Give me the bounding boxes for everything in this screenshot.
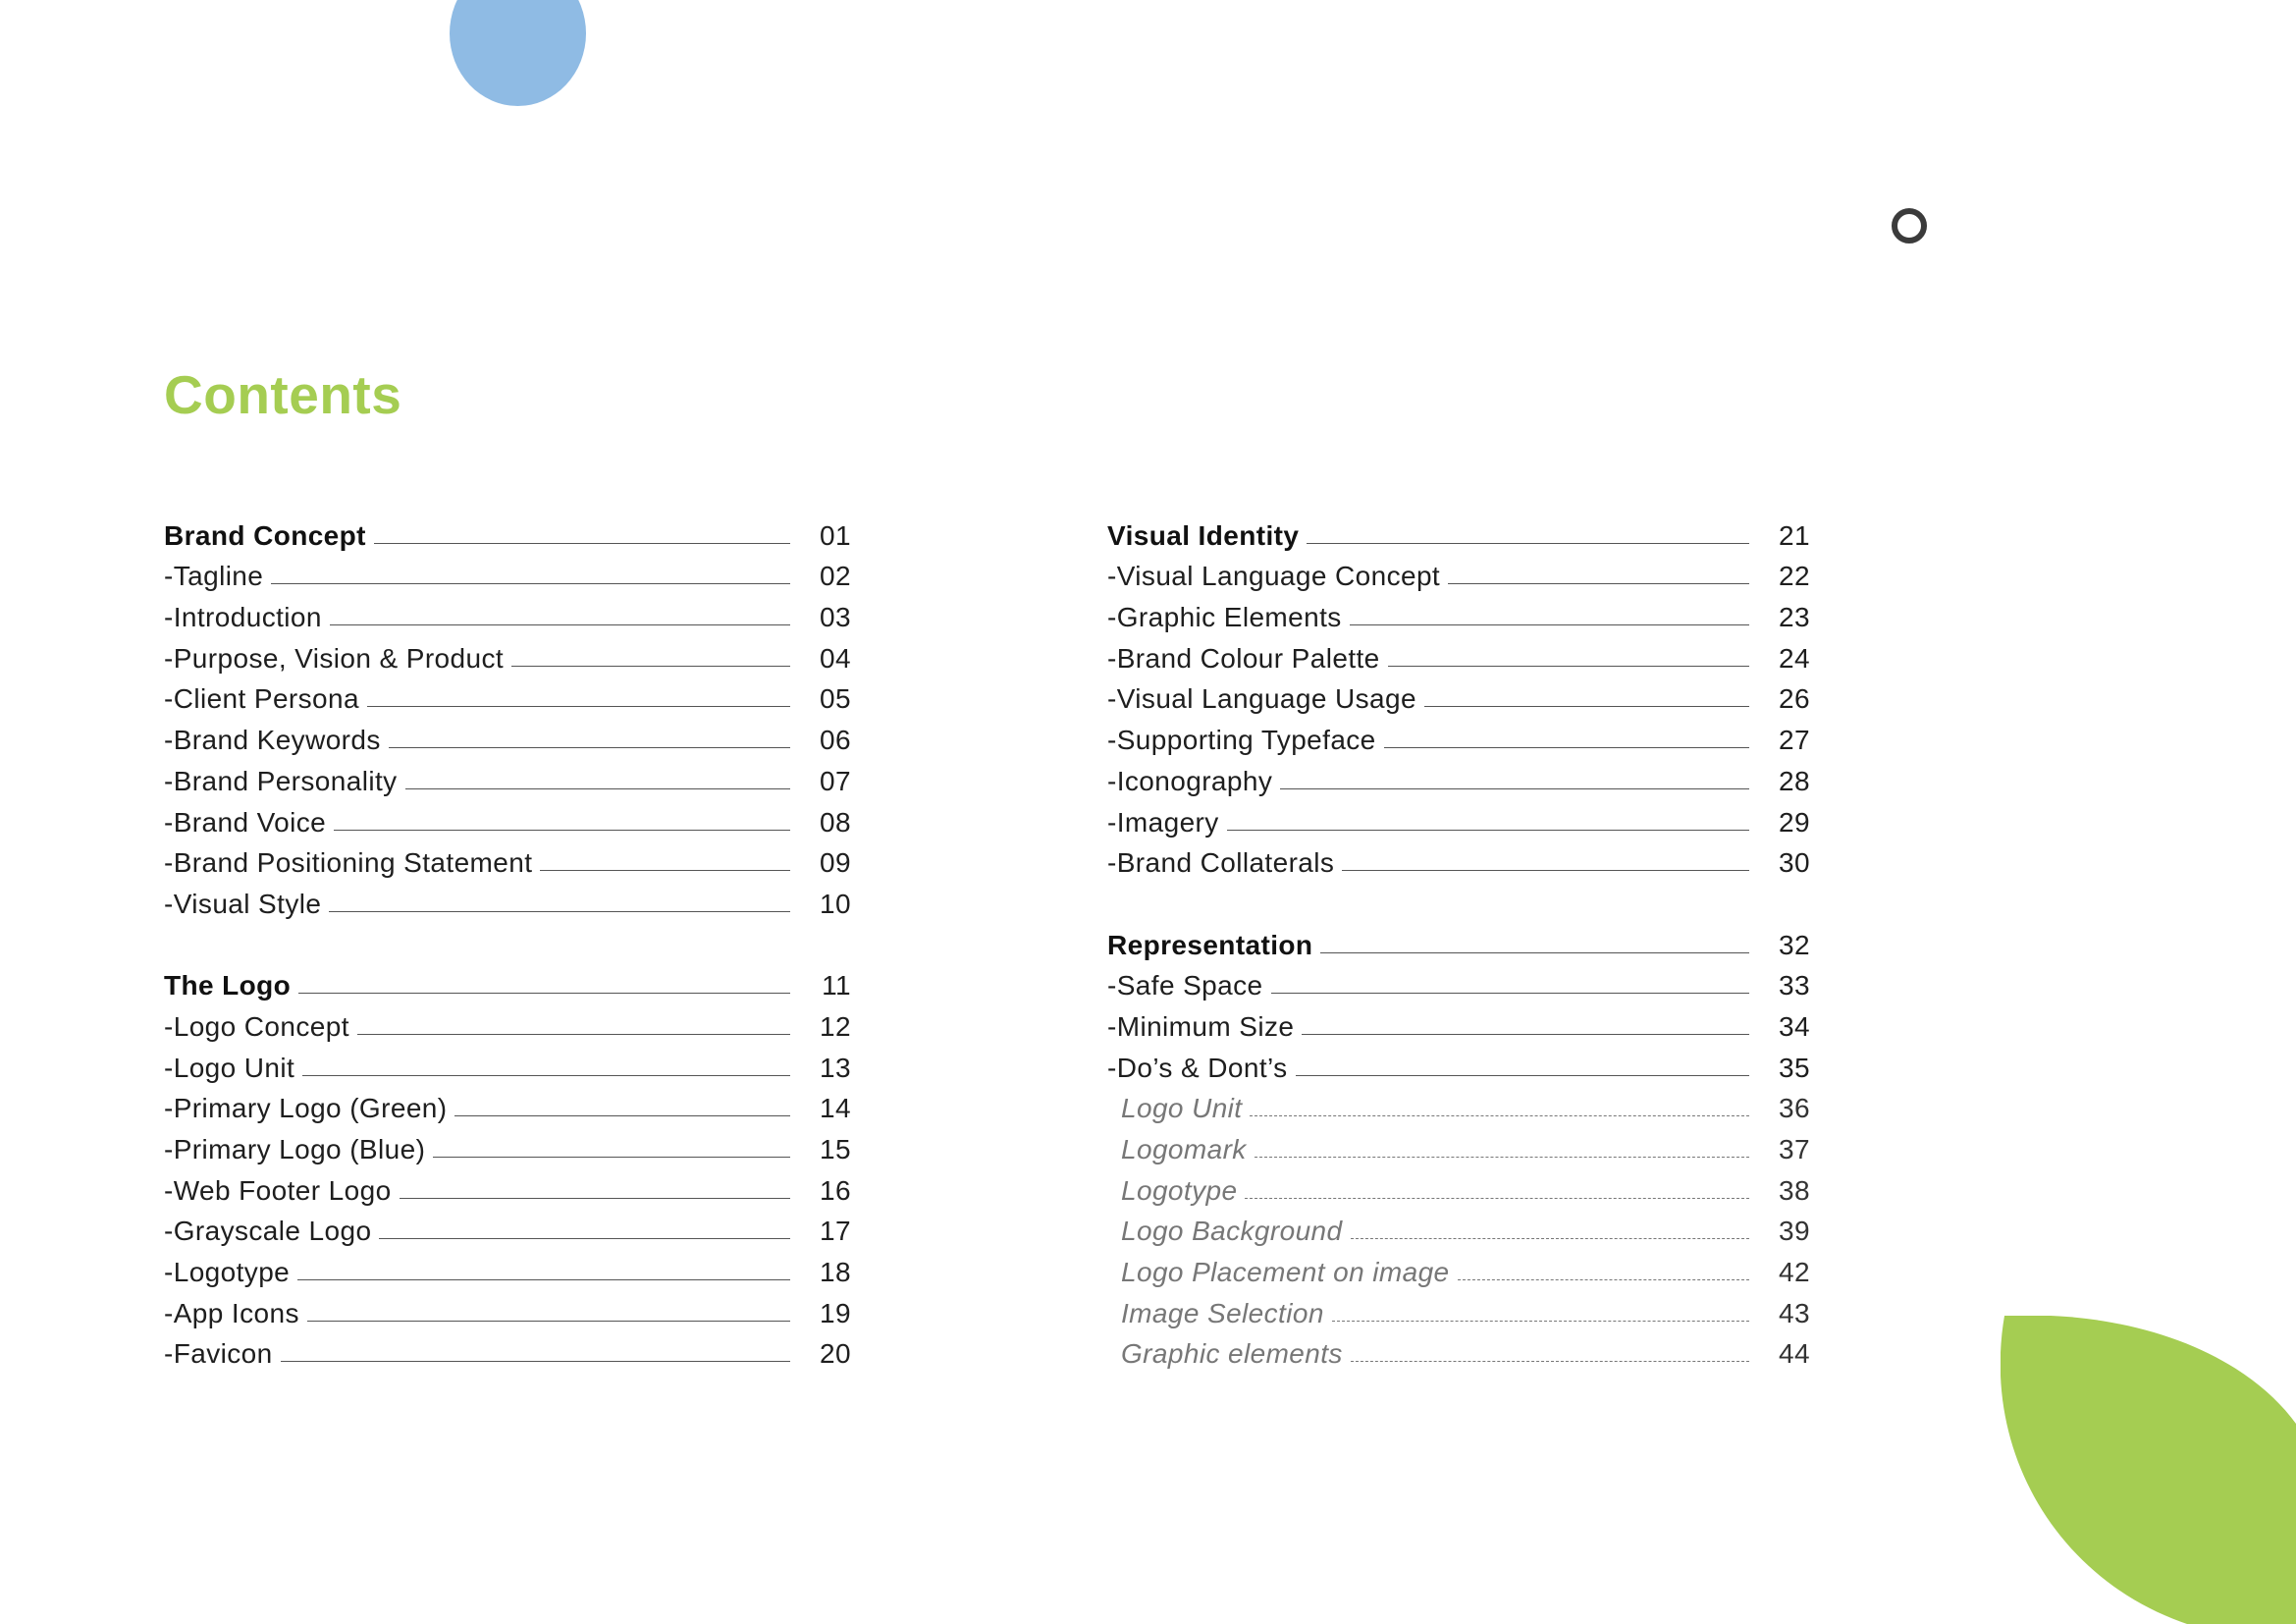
toc-page-number: 15 xyxy=(820,1134,851,1164)
toc-leader-line xyxy=(1255,1157,1749,1158)
toc-entry-label: -Client Persona xyxy=(164,683,359,715)
toc-page-number: 16 xyxy=(820,1174,851,1206)
toc-page-number: 39 xyxy=(1779,1216,1810,1247)
toc-page-number: 21 xyxy=(1779,519,1810,551)
toc-page-number: 23 xyxy=(1779,602,1810,633)
toc-leader-line xyxy=(1332,1321,1749,1322)
toc-leader-line xyxy=(540,870,790,871)
toc-entry-logo-background[interactable] xyxy=(1107,1208,1810,1249)
toc-leader-line xyxy=(281,1361,790,1362)
toc-leader-line xyxy=(1320,952,1749,953)
toc-page-number: 44 xyxy=(1779,1338,1810,1370)
toc-entry-logotype[interactable] xyxy=(1107,1166,1810,1208)
toc-entry-label: -Iconography xyxy=(1107,765,1273,796)
toc-entry-label: Representation xyxy=(1107,929,1313,960)
toc-leader-line xyxy=(1458,1279,1749,1280)
toc-page-number: 12 xyxy=(820,1010,851,1042)
toc-leader-line xyxy=(1302,1034,1749,1035)
toc-entry-label: -Brand Collaterals xyxy=(1107,847,1335,879)
toc-entry-brand-voice[interactable] xyxy=(164,798,851,839)
toc-entry-label: -Favicon xyxy=(164,1338,273,1370)
toc-entry-label: -Web Footer Logo xyxy=(164,1174,392,1206)
toc-right-column xyxy=(1107,512,1810,1371)
toc-page-number: 42 xyxy=(1779,1257,1810,1288)
toc-page-number: 14 xyxy=(820,1093,851,1124)
toc-leader-line xyxy=(329,911,790,912)
toc-page-number: 28 xyxy=(1779,765,1810,796)
toc-page-number: 24 xyxy=(1779,642,1810,674)
toc-entry-logo-unit[interactable] xyxy=(1107,1085,1810,1126)
toc-page-number: 04 xyxy=(820,642,851,674)
toc-page-number: 03 xyxy=(820,602,851,633)
toc-page-number: 35 xyxy=(1779,1052,1810,1083)
toc-entry-brand-collaterals[interactable] xyxy=(1107,839,1810,881)
toc-entry-supporting-typeface[interactable] xyxy=(1107,716,1810,757)
toc-entry-label: Logomark xyxy=(1121,1134,1247,1164)
toc-entry-label: Logotype xyxy=(1121,1174,1238,1206)
leaf-shape xyxy=(2001,1316,2296,1624)
toc-entry-label: -Brand Voice xyxy=(164,806,327,838)
toc-leader-line xyxy=(1307,543,1749,544)
toc-leader-line xyxy=(307,1321,790,1322)
toc-leader-line xyxy=(1424,706,1749,707)
toc-entry-label: Visual Identity xyxy=(1107,519,1300,551)
toc-page-number: 17 xyxy=(820,1216,851,1247)
toc-entry-visual-identity[interactable] xyxy=(1107,512,1810,553)
toc-entry-visual-style[interactable] xyxy=(164,880,851,921)
toc-entry-label: -Minimum Size xyxy=(1107,1010,1295,1042)
toc-entry-label: -Brand Keywords xyxy=(164,725,381,756)
toc-entry-label: Graphic elements xyxy=(1121,1338,1343,1370)
toc-entry-logomark[interactable] xyxy=(1107,1125,1810,1166)
toc-page-number: 38 xyxy=(1779,1174,1810,1206)
toc-entry-label: -Introduction xyxy=(164,602,322,633)
toc-leader-line xyxy=(334,830,790,831)
toc-entry-safe-space[interactable] xyxy=(1107,962,1810,1003)
toc-entry-label: -Primary Logo (Blue) xyxy=(164,1134,426,1164)
toc-leader-line xyxy=(1296,1075,1749,1076)
toc-entry-label: -Logo Concept xyxy=(164,1010,349,1042)
toc-entry-label: -Visual Language Usage xyxy=(1107,683,1416,715)
toc-entry-label: -Visual Language Concept xyxy=(1107,561,1441,592)
toc-entry-iconography[interactable] xyxy=(1107,757,1810,798)
toc-entry-label: Logo Unit xyxy=(1121,1093,1243,1124)
blue-circle-decoration xyxy=(450,0,586,106)
toc-entry-label: -Grayscale Logo xyxy=(164,1216,372,1247)
toc-entry-image-selection[interactable] xyxy=(1107,1289,1810,1330)
toc-leader-line xyxy=(302,1075,790,1076)
toc-page-number: 02 xyxy=(820,561,851,592)
toc-page-number: 01 xyxy=(820,519,851,551)
toc-entry-brand-keywords[interactable] xyxy=(164,716,851,757)
toc-entry-label: -App Icons xyxy=(164,1297,299,1328)
toc-left-column xyxy=(164,512,851,1371)
toc-entry-logotype[interactable] xyxy=(164,1248,851,1289)
toc-entry-imagery[interactable] xyxy=(1107,798,1810,839)
toc-entry-primary-logo-blue[interactable] xyxy=(164,1125,851,1166)
toc-entry-logo-concept[interactable] xyxy=(164,1002,851,1044)
toc-leader-line xyxy=(271,583,790,584)
page-title: Contents xyxy=(164,364,402,425)
toc-leader-line xyxy=(1388,666,1749,667)
toc-leader-line xyxy=(1342,870,1749,871)
toc-entry-label: -Do’s & Dont’s xyxy=(1107,1052,1288,1083)
toc-leader-line xyxy=(379,1238,790,1239)
toc-leader-line xyxy=(297,1279,790,1280)
toc-leader-line xyxy=(1227,830,1749,831)
toc-spacer xyxy=(164,921,851,962)
toc-entry-label: Logo Background xyxy=(1121,1216,1343,1247)
toc-entry-brand-concept[interactable] xyxy=(164,512,851,553)
toc-page-number: 10 xyxy=(820,888,851,919)
toc-entry-do-s-dont-s[interactable] xyxy=(1107,1044,1810,1085)
toc-entry-label: -Safe Space xyxy=(1107,970,1263,1001)
toc-entry-graphic-elements[interactable] xyxy=(1107,1330,1810,1372)
toc-page-number: 26 xyxy=(1779,683,1810,715)
toc-leader-line xyxy=(298,993,790,994)
toc-entry-label: -Purpose, Vision & Product xyxy=(164,642,505,674)
toc-page-number: 37 xyxy=(1779,1134,1810,1164)
toc-page-number: 22 xyxy=(1779,561,1810,592)
toc-leader-line xyxy=(405,788,790,789)
toc-leader-line xyxy=(389,747,790,748)
toc-leader-line xyxy=(1384,747,1749,748)
toc-page-number: 30 xyxy=(1779,847,1810,879)
toc-page-number: 13 xyxy=(820,1052,851,1083)
toc-leader-line xyxy=(1271,993,1750,994)
toc-leader-line xyxy=(1351,1238,1749,1239)
toc-page-number: 36 xyxy=(1779,1093,1810,1124)
toc-leader-line xyxy=(400,1198,790,1199)
toc-entry-label: -Brand Personality xyxy=(164,765,398,796)
toc-page-number: 34 xyxy=(1779,1010,1810,1042)
ring-decoration xyxy=(1892,208,1927,244)
toc-entry-visual-language-usage[interactable] xyxy=(1107,676,1810,717)
toc-entry-tagline[interactable] xyxy=(164,553,851,594)
toc-entry-logo-placement-on-image[interactable] xyxy=(1107,1248,1810,1289)
toc-page-number: 06 xyxy=(820,725,851,756)
toc-entry-web-footer-logo[interactable] xyxy=(164,1166,851,1208)
toc-entry-visual-language-concept[interactable] xyxy=(1107,553,1810,594)
toc-page-number: 08 xyxy=(820,806,851,838)
toc-leader-line xyxy=(374,543,790,544)
toc-entry-introduction[interactable] xyxy=(164,593,851,634)
toc-entry-label: -Supporting Typeface xyxy=(1107,725,1376,756)
toc-entry-graphic-elements[interactable] xyxy=(1107,593,1810,634)
toc-leader-line xyxy=(1350,624,1749,625)
toc-entry-label: -Graphic Elements xyxy=(1107,602,1342,633)
toc-page-number: 27 xyxy=(1779,725,1810,756)
toc-entry-brand-positioning-statement[interactable] xyxy=(164,839,851,881)
toc-entry-label: Brand Concept xyxy=(164,519,366,551)
toc-entry-label: -Logo Unit xyxy=(164,1052,295,1083)
toc-page-number: 29 xyxy=(1779,806,1810,838)
toc-leader-line xyxy=(1250,1115,1749,1116)
toc-leader-line xyxy=(1448,583,1749,584)
toc-leader-line xyxy=(330,624,790,625)
toc-entry-label: -Logotype xyxy=(164,1257,291,1288)
toc-page-number: 05 xyxy=(820,683,851,715)
toc-entry-label: -Tagline xyxy=(164,561,264,592)
toc-entry-label: -Primary Logo (Green) xyxy=(164,1093,448,1124)
toc-entry-logo-unit[interactable] xyxy=(164,1044,851,1085)
toc-page-number: 11 xyxy=(822,970,851,1001)
toc-page-number: 07 xyxy=(820,765,851,796)
toc-entry-label: -Imagery xyxy=(1107,806,1219,838)
toc-entry-the-logo[interactable] xyxy=(164,962,851,1003)
toc-page-number: 09 xyxy=(820,847,851,879)
toc-leader-line xyxy=(511,666,790,667)
toc-page-number: 19 xyxy=(820,1297,851,1328)
toc-entry-favicon[interactable] xyxy=(164,1330,851,1372)
toc-leader-line xyxy=(1280,788,1749,789)
toc-entry-label: -Brand Colour Palette xyxy=(1107,642,1380,674)
toc-entry-representation[interactable] xyxy=(1107,921,1810,962)
toc-page-number: 43 xyxy=(1779,1297,1810,1328)
toc-page-number: 20 xyxy=(820,1338,851,1370)
toc-entry-purpose-vision-product[interactable] xyxy=(164,634,851,676)
toc-entry-app-icons[interactable] xyxy=(164,1289,851,1330)
toc-entry-label: Logo Placement on image xyxy=(1121,1257,1450,1288)
toc-spacer xyxy=(1107,880,1810,921)
toc-entry-client-persona[interactable] xyxy=(164,676,851,717)
toc-leader-line xyxy=(454,1115,790,1116)
toc-entry-grayscale-logo[interactable] xyxy=(164,1208,851,1249)
toc-entry-label: Image Selection xyxy=(1121,1297,1324,1328)
green-leaf-decoration xyxy=(2001,1316,2296,1624)
toc-entry-label: -Brand Positioning Statement xyxy=(164,847,533,879)
toc-leader-line xyxy=(1351,1361,1749,1362)
toc-entry-brand-colour-palette[interactable] xyxy=(1107,634,1810,676)
toc-entry-label: The Logo xyxy=(164,970,292,1001)
toc-leader-line xyxy=(357,1034,790,1035)
toc-entry-brand-personality[interactable] xyxy=(164,757,851,798)
toc-page-number: 18 xyxy=(820,1257,851,1288)
toc-page-number: 33 xyxy=(1779,970,1810,1001)
toc-entry-primary-logo-green[interactable] xyxy=(164,1085,851,1126)
toc-leader-line xyxy=(433,1157,790,1158)
toc-leader-line xyxy=(367,706,790,707)
toc-entry-minimum-size[interactable] xyxy=(1107,1002,1810,1044)
toc-page-number: 32 xyxy=(1779,929,1810,960)
toc-leader-line xyxy=(1245,1198,1749,1199)
toc-entry-label: -Visual Style xyxy=(164,888,322,919)
